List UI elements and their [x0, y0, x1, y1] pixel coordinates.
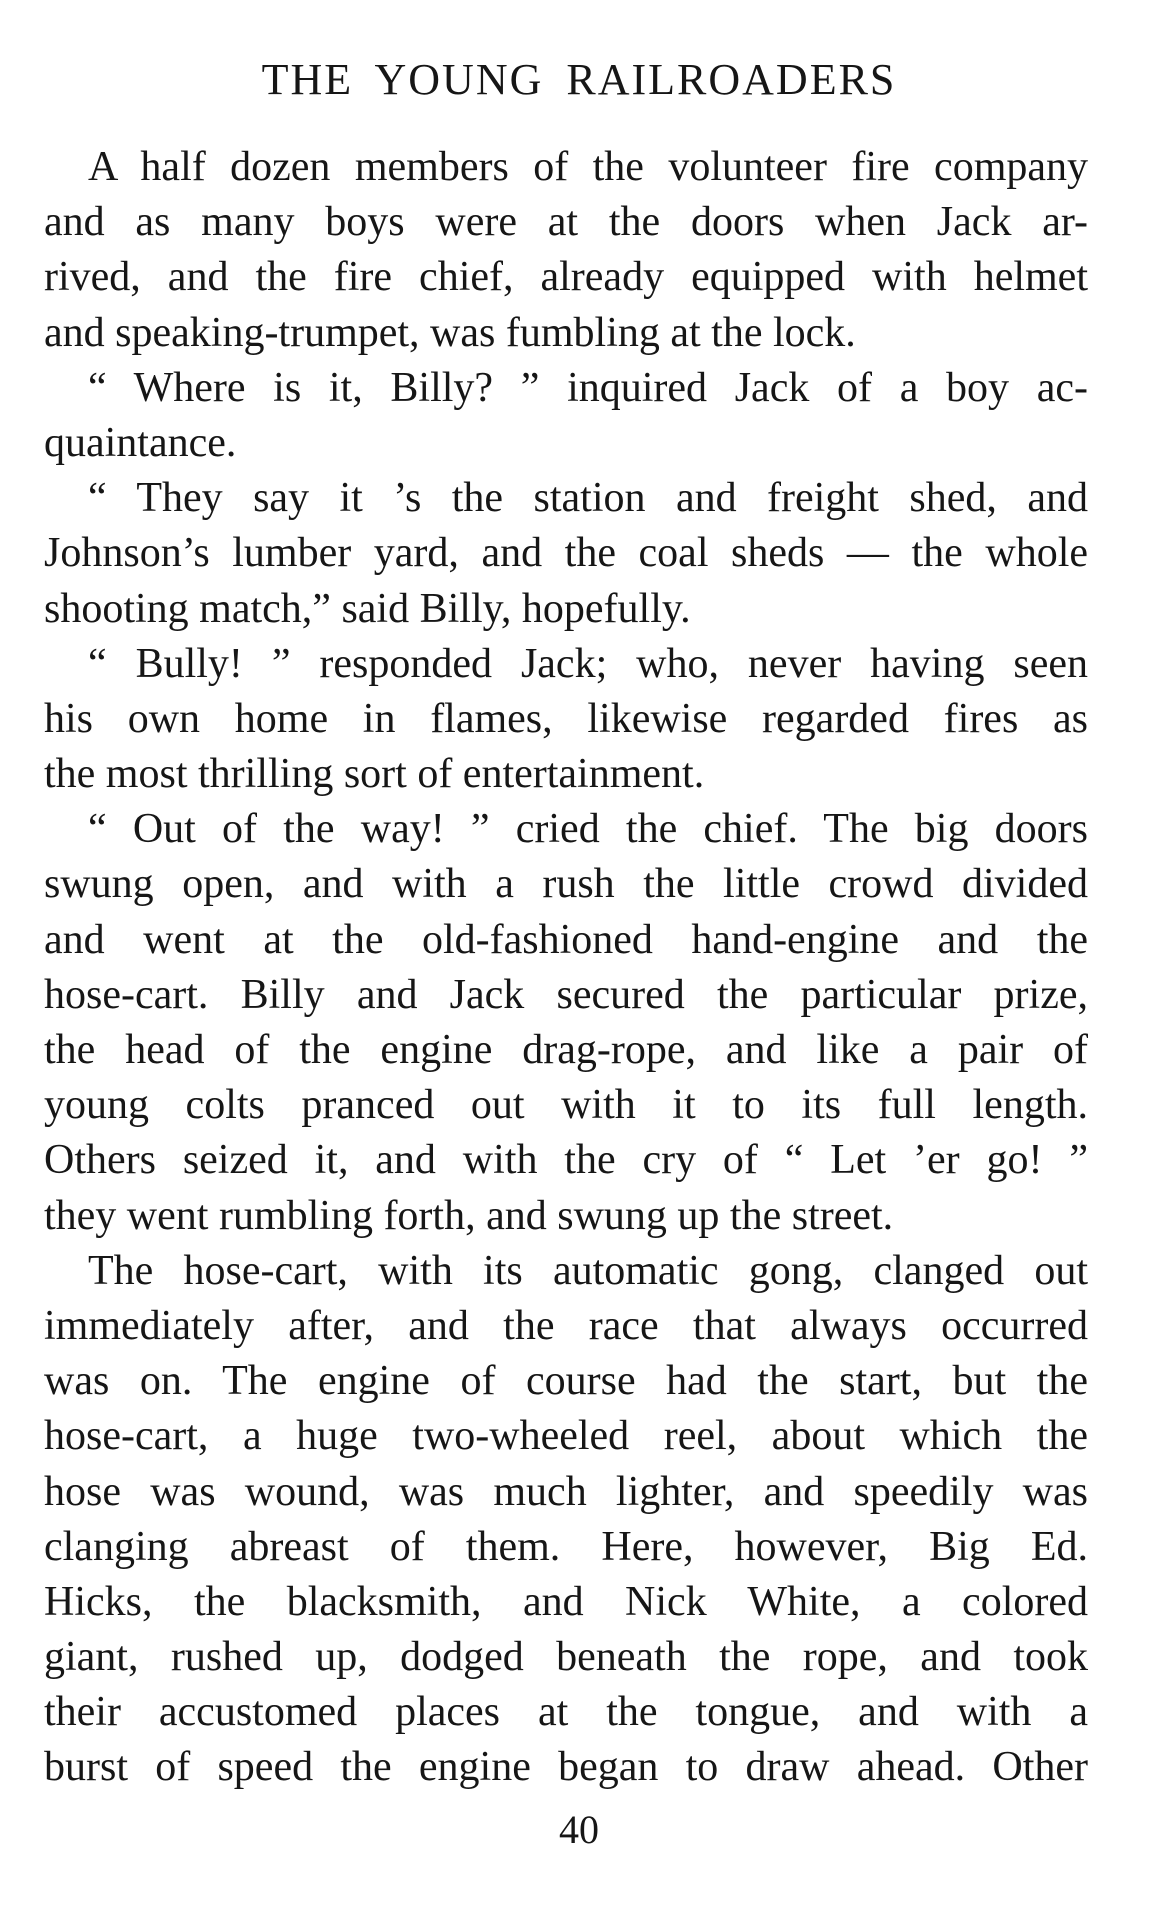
text-line: they went rumbling forth, and swung up the street. [44, 1192, 894, 1239]
text-line: quaintance. [44, 419, 237, 466]
text-line: the most thrilling sort of entertainment. [44, 751, 705, 798]
text-line: “ Out of the way! ” cried the chief. The big doors [88, 806, 1088, 853]
text-line: Others seized it, and with the cry of “ Let ’er go! ” [44, 1137, 1088, 1184]
text-line: and went at the old-fashioned hand-engine and the [44, 916, 1088, 963]
text-line: “ Where is it, Billy? ” inquired Jack of a boy ac- [88, 364, 1088, 411]
running-head: THE YOUNG RAILROADERS [261, 55, 897, 104]
text-line: his own home in flames, likewise regarded fires as [44, 695, 1088, 742]
text-line: burst of speed the engine began to draw ahead. Other [44, 1744, 1088, 1791]
page-number: 40 [559, 1807, 599, 1852]
text-line: The hose-cart, with its automatic gong, clanged out [88, 1247, 1088, 1294]
text-line: hose-cart, a huge two-wheeled reel, about which the [44, 1413, 1088, 1460]
text-line: the head of the engine drag-rope, and like a pair of [44, 1027, 1088, 1073]
body-text [44, 140, 1088, 1796]
text-line: hose was wound, was much lighter, and speedily was [44, 1468, 1088, 1515]
text-line: clanging abreast of them. Here, however, Big Ed. [44, 1523, 1088, 1570]
text-line: rived, and the fire chief, already equipped with helmet [44, 254, 1088, 301]
text-line: giant, rushed up, dodged beneath the rope, and took [44, 1634, 1088, 1681]
text-line: young colts pranced out with it to its full length. [44, 1082, 1088, 1129]
text-line: their accustomed places at the tongue, and with a [44, 1689, 1088, 1736]
text-line: “ They say it ’s the station and freight shed, and [88, 475, 1088, 522]
text-line: Johnson’s lumber yard, and the coal sheds — the whole [44, 530, 1088, 577]
text-line: and speaking-trumpet, was fumbling at the lock. [44, 309, 856, 356]
text-line: hose-cart. Billy and Jack secured the particular prize, [44, 971, 1088, 1018]
text-line: “ Bully! ” responded Jack; who, never having seen [88, 640, 1088, 687]
text-line: shooting match,” said Billy, hopefully. [44, 585, 691, 632]
text-line: Hicks, the blacksmith, and Nick White, a colored [44, 1578, 1088, 1625]
text-line: was on. The engine of course had the start, but the [44, 1358, 1088, 1405]
text-line: and as many boys were at the doors when Jack ar- [44, 199, 1088, 246]
text-line: A half dozen members of the volunteer fire company [88, 144, 1088, 190]
text-line: swung open, and with a rush the little crowd divided [44, 861, 1088, 908]
text-line: immediately after, and the race that always occurred [44, 1302, 1088, 1349]
